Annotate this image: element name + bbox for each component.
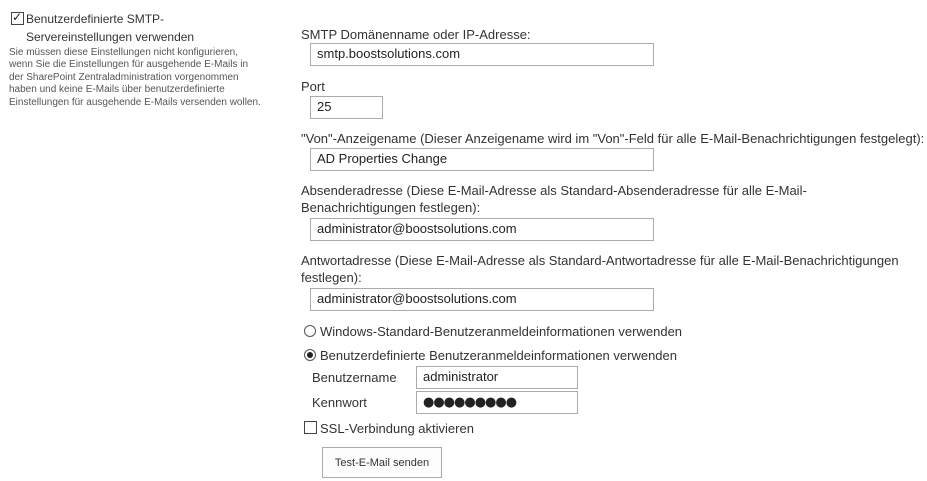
- checkmark-icon: ✓: [12, 10, 23, 24]
- radio-selected-dot-icon: [307, 352, 313, 358]
- port-label: Port: [301, 79, 325, 94]
- smtp-settings-description: Sie müssen diese Einstellungen nicht konfigurieren, wenn Sie die Einstellungen für ausgehende E-Mails in der SharePoint Zentraladministration vorgenommen haben und keine E-Mails über benutzerdefinierte Einstellungen für ausgehende E-Mails versenden wollen.: [9, 47, 261, 108]
- send-test-email-button[interactable]: Test-E-Mail senden: [322, 447, 442, 478]
- custom-credentials-radio[interactable]: [304, 349, 316, 361]
- custom-smtp-checkbox-label[interactable]: Benutzerdefinierte SMTP-Servereinstellungen verwenden: [26, 12, 195, 44]
- password-mask: ●●●●●●●●●: [423, 395, 517, 410]
- username-input[interactable]: administrator: [416, 366, 578, 389]
- smtp-domain-input[interactable]: smtp.boostsolutions.com: [310, 43, 654, 66]
- username-label: Benutzername: [312, 370, 397, 385]
- from-display-name-input[interactable]: AD Properties Change: [310, 148, 654, 171]
- ssl-checkbox-label[interactable]: SSL-Verbindung aktivieren: [320, 421, 474, 436]
- password-input[interactable]: [416, 391, 578, 414]
- ssl-checkbox[interactable]: [304, 421, 317, 434]
- windows-credentials-radio[interactable]: [304, 325, 316, 337]
- windows-credentials-label[interactable]: Windows-Standard-Benutzeranmeldeinformationen verwenden: [320, 324, 683, 339]
- custom-smtp-checkbox[interactable]: [11, 12, 24, 25]
- port-input[interactable]: 25: [310, 96, 383, 119]
- reply-address-label: Antwortadresse (Diese E-Mail-Adresse als Standard-Antwortadresse für alle E-Mail-Benachrichtigungen festlegen):: [301, 253, 899, 285]
- reply-address-input[interactable]: administrator@boostsolutions.com: [310, 288, 654, 311]
- from-display-name-label: "Von"-Anzeigename (Dieser Anzeigename wird im "Von"-Feld für alle E-Mail-Benachrichtigungen festgelegt):: [301, 131, 925, 146]
- sender-address-input[interactable]: administrator@boostsolutions.com: [310, 218, 654, 241]
- smtp-domain-label: SMTP Domänenname oder IP-Adresse:: [301, 27, 531, 42]
- custom-credentials-label[interactable]: Benutzerdefinierte Benutzeranmeldeinformationen verwenden: [320, 348, 677, 363]
- password-label: Kennwort: [312, 395, 367, 410]
- sender-address-label: Absenderadresse (Diese E-Mail-Adresse als Standard-Absenderadresse für alle E-Mail-Benachrichtigungen festlegen):: [301, 183, 807, 215]
